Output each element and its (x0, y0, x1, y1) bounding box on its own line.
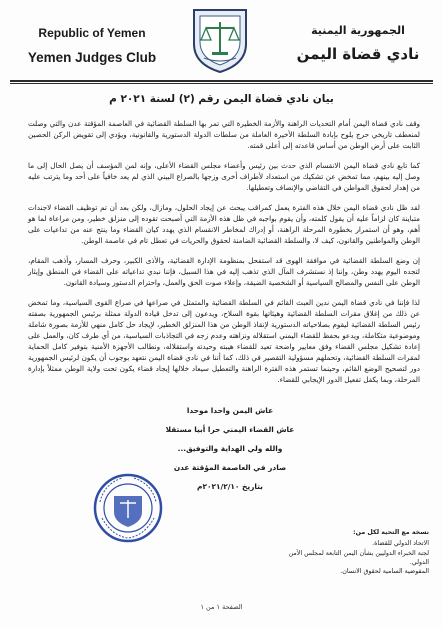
closing-line: عاش اليمن واحدا موحدا (186, 406, 274, 415)
statement-body (28, 118, 420, 394)
club-name-ar: نادي قضاة اليمن (296, 45, 420, 63)
copies-item: المفوضية السامية لحقوق الانسان. (340, 568, 429, 576)
issue-date: بتاريخ ٢٠٢١/٢/١٠م (197, 482, 263, 491)
copies-item: لجنة الخبراء الدوليين بشأن اليمن التابعة لمجلس الأمن الدولي. (288, 549, 429, 566)
country-name-en: Republic of Yemen (38, 26, 146, 40)
paragraph: لذا فإننا في نادي قضاة اليمن ندين العبث القائم في السلطة القضائية والمتمثل في صراعها في صراع القوى السياسية، وما تمخض عن ذلك من إغلاق مقرات السلطة القضائية وهيئاتها بقوة السلاح، ويدعون إلى تدخل قيادة الدولة ممثلة برئيس الجمهورية بصفته رئيس السلطة القضائية ليقوم بصلاحياته الدستورية لإنقاذ الوطن من هذا المنزلق الخطير، لإيجاد حل كامل منهي للأزمة بصورة شاملة وموضوعية متكاملة، ويدعو بحفظ للقضاء اليمني استقلاله ونزاهته وعدم زجه في التجاذبات السياسية، من أي طرف كان، والعمل على إعادة تشكيل مجلس القضاء وفق معايير واضحة تعيد للقضاء هيبته وحيدته واستقلاله، ونطالب الأجهزة الأمنية بتوفير كامل الحماية لمقرات السلطة القضائية، وتحملهم مسؤولية التقصير في ذلك، كما أننا في نادي قضاة اليمن نتعهد بوجوب أن يكون لرئيس الجمهورية دور لتصحيح الوضع القائم، وحينما تستمر هذه الفترة الراهنة والتعطيل سيعاد خلالها إيجاد قضاء يكون تحت ولاية الوطن ممثلاً بإدارة المرحلة، وبما يكفل تفعيل الدور الإيجابي للقضاء. (28, 298, 420, 384)
club-name-en: Yemen Judges Club (27, 50, 157, 65)
country-name-ar: الجمهورية اليمنية (311, 24, 405, 37)
paragraph: كما تابع نادي قضاة اليمن الانقسام الذي حدث بين رئيس وأعضاء مجلس القضاء الأعلى، وإنه لمن المؤسف أن يصل الحال إلى ما وصل إليه بينهم، مما تمخض عن تشكيك من استعداد لأطراف أخرى وزجها بالصراع البيني الذي لم يعد خافياً على أحد وما يترتب عليه من إهدار لحقوق المواطن في التقاضي والإنصاف وتعطيلها. (28, 161, 420, 192)
issue-place: صادر في العاصمة المؤقتة عدن (173, 463, 287, 472)
club-logo-icon (188, 6, 252, 74)
header-divider (10, 80, 433, 82)
page-number: الصفحة ١ من ١ (200, 603, 243, 611)
copies-heading: نسخة مع التحية لكل من: (353, 529, 429, 536)
official-seal-icon (92, 472, 164, 544)
copies-item: الاتحاد الدولي للقضاة. (372, 540, 429, 548)
copies-list (279, 528, 429, 576)
paragraph: لقد ظل نادي قضاة اليمن خلال هذه الفترة يعمل كمراقب يبحث عن إيجاد الحلول، ومازال، ولكن بعد أن تم توظيف القضاء لاجندات متباينة كان لزاماً عليه أن يقول كلمته، وأن يقوم بواجبه في ظل هذه الأزمة التي أصبحت تقوده إلى منزلق خطير، ومن مراعاة لما هو أهم، وهو أن استمرار بخطورة المرحلة الراهنة، أو إدراك لمخاطر الانقسام الذي يهدد كيان القضاء وما ينتج عنه من تداعيات على الوطن والمواطنين والقانون، كيف لا، والسلطة القضائية الضامنة لحقوق والحريات في تعطل تام في عاصمة الوطن. (28, 203, 420, 245)
header-arabic (283, 10, 433, 63)
closing-line: والله ولي الهداية والتوفيق... (177, 444, 283, 453)
paragraph: إن وضع السلطة القضائية في موافقة الهوى قد استفحل بمنظومة الإدارة القضائية، والأذى الكبير، وحرف المسار، وأذهب المقام، لتجده اليوم يهدد وطن، وإننا إذ نستشرف المآل الذي تذهب إليه في هذا السبيل، فإننا نبدي تداعياته على القضاء في المنطق وإيثار الوطن على النفس والمصالح السياسية أو الشخصية الضيقة، وإعلاء صوت الحق والعمل، واحترام الدستور وسيادة القانون. (28, 256, 420, 287)
paragraph: وقف نادي قضاة اليمن أمام التحديات الراهنة والأزمة الخطيرة التي تمر بها السلطة القضائية في العاصمة المؤقتة عدن والتي وصلت لمنعطف تاريخي حرج يلوح بإبادة السلطة الأخيرة العاملة من سلطات الدولة الدستورية والقانونية، ويؤدي إلى تقويض الركن الحصين الثابت على أرض الوطن من أساس قاعدته إلى أعلى قمته. (28, 119, 420, 150)
statement-title: بيان نادي قضاة اليمن رقم (٢) لسنة ٢٠٢١ م (109, 93, 334, 105)
closing-line: عاش القضاء اليمني حرا أبيا مستقلا (165, 425, 295, 434)
header-divider-thin (10, 83, 433, 84)
header-english (12, 10, 172, 65)
